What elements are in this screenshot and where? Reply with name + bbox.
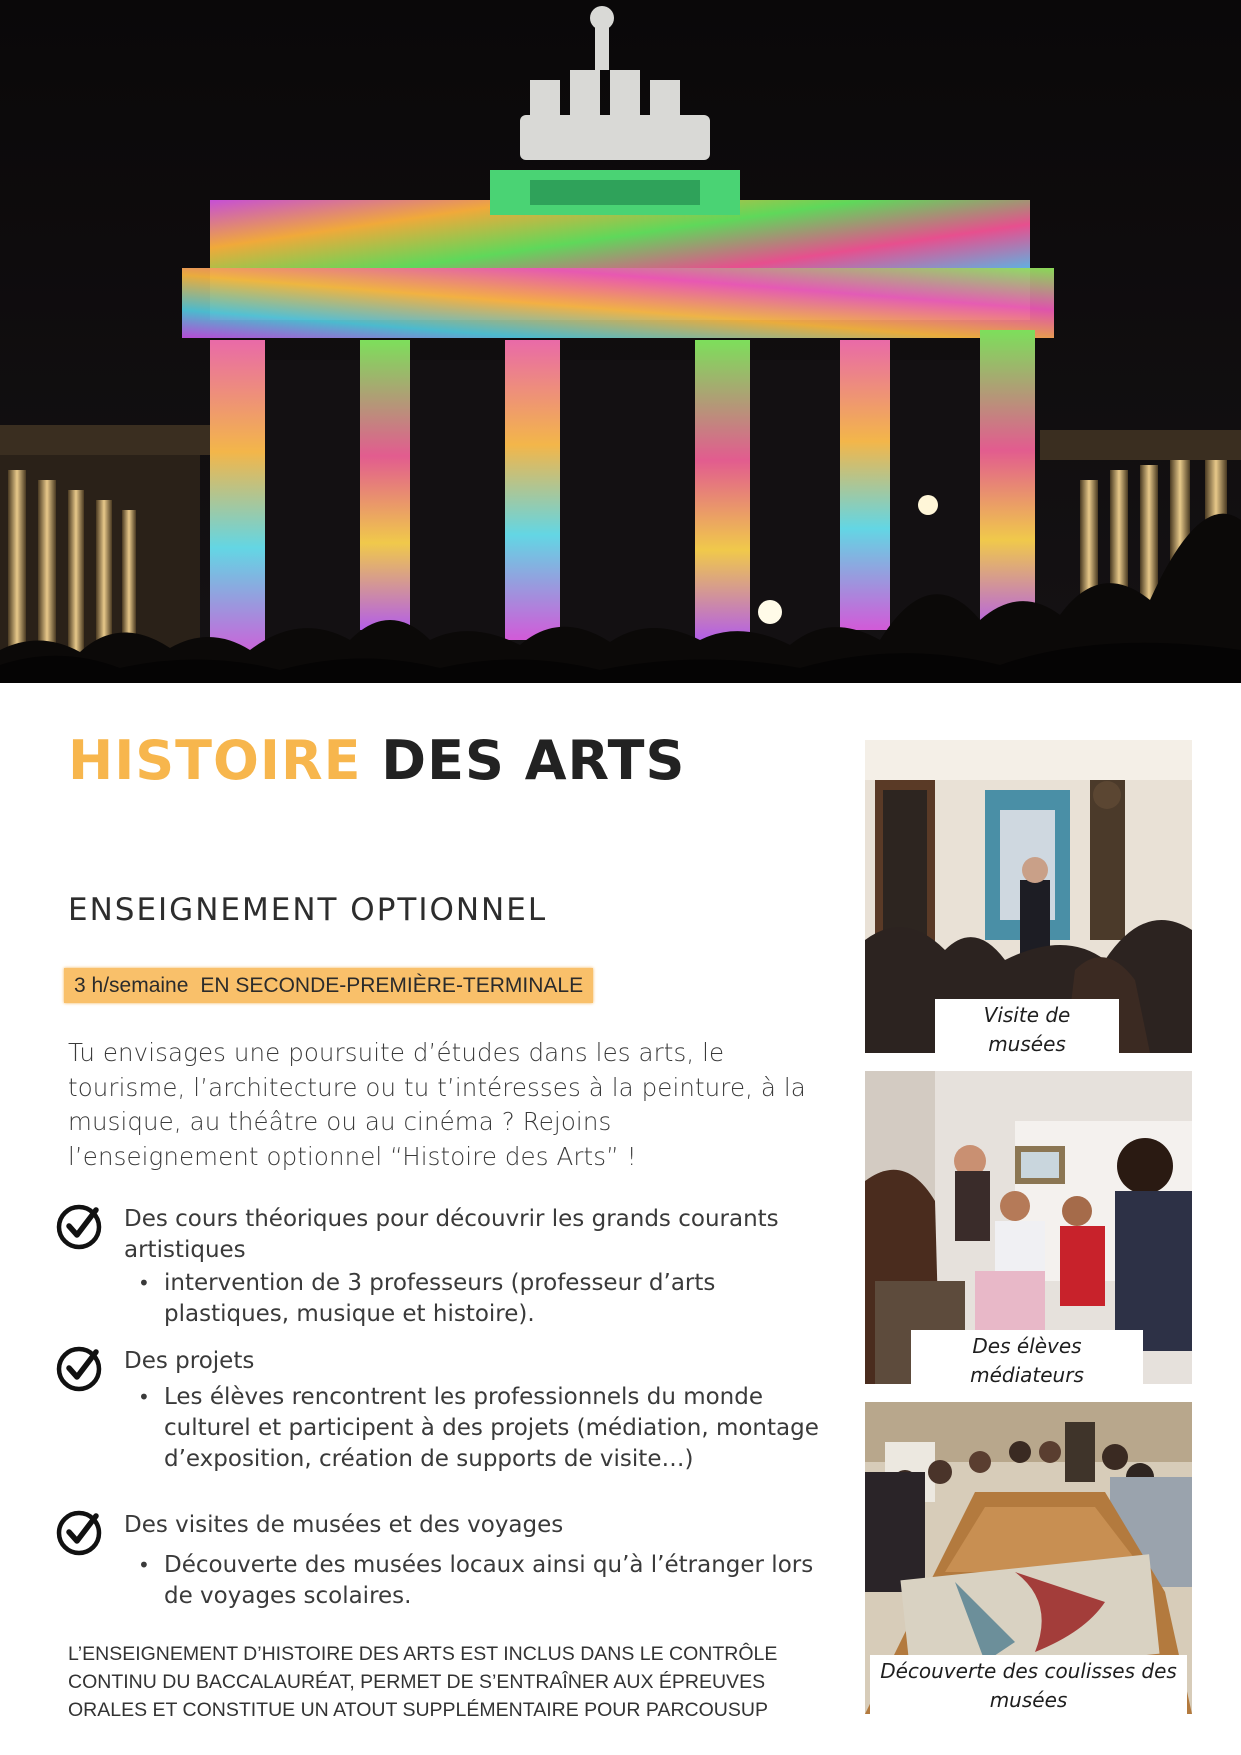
- museum-backstage-photo: [865, 1402, 1192, 1714]
- photo-caption: Découverte des coulisses des musées: [870, 1655, 1187, 1714]
- feature-bullet: • Les élèves rencontrent les professionnels du monde culturel et participent à des projets (médiation, montage d’exposition, création de supports de visite…): [164, 1382, 824, 1475]
- student-mediators-photo: [865, 1071, 1192, 1384]
- check-circle-icon: [56, 1202, 104, 1250]
- page-title: [68, 729, 686, 792]
- intro-paragraph: Tu envisages une poursuite d’études dans les arts, le tourisme, l’architecture ou tu t’intéresses à la peinture, à la musique, au théâtre ou au cinéma ? Rejoins l’enseignement optionnel “Histoire des Arts” !: [68, 1038, 806, 1171]
- feature-bullet: • intervention de 3 professeurs (professeur d’arts plastiques, musique et histoire).: [164, 1268, 824, 1330]
- badge-levels: EN SECONDE-PREMIÈRE-TERMINALE: [200, 974, 584, 997]
- check-circle-icon: [56, 1508, 104, 1556]
- feature-bullets: [164, 1382, 824, 1475]
- feature-bullet: • Découverte des musées locaux ainsi qu’à l’étranger lors de voyages scolaires.: [164, 1550, 824, 1612]
- title-accent: HISTOIRE: [68, 729, 362, 792]
- badge-hours: 3 h/semaine: [74, 974, 189, 997]
- photo-caption: Visite de musées: [935, 999, 1119, 1053]
- feature-heading: Des cours théoriques pour découvrir les grands courants artistiques: [124, 1206, 779, 1263]
- check-circle-icon: [56, 1344, 104, 1392]
- feature-heading: Des visites de musées et des voyages: [124, 1512, 564, 1538]
- subtitle: ENSEIGNEMENT OPTIONNEL: [68, 892, 548, 928]
- photo-caption: Des élèves médiateurs: [911, 1330, 1143, 1384]
- museum-visit-photo: [865, 740, 1192, 1053]
- feature-heading: Des projets: [124, 1348, 255, 1374]
- footer-note: L’ENSEIGNEMENT D’HISTOIRE DES ARTS EST INCLUS DANS LE CONTRÔLE CONTINU DU BACCALAURÉAT, PERMET DE S’ENTRAÎNER AUX ÉPREUVES ORALES ET CONSTITUE UN ATOUT SUPPLÉMENTAIRE POUR PARCOUSUP: [68, 1643, 778, 1721]
- feature-bullets: [164, 1268, 824, 1330]
- hero-image: [0, 0, 1241, 683]
- hours-badge: [64, 968, 593, 1003]
- feature-bullets: [164, 1550, 824, 1612]
- title-rest: DES ARTS: [381, 729, 686, 792]
